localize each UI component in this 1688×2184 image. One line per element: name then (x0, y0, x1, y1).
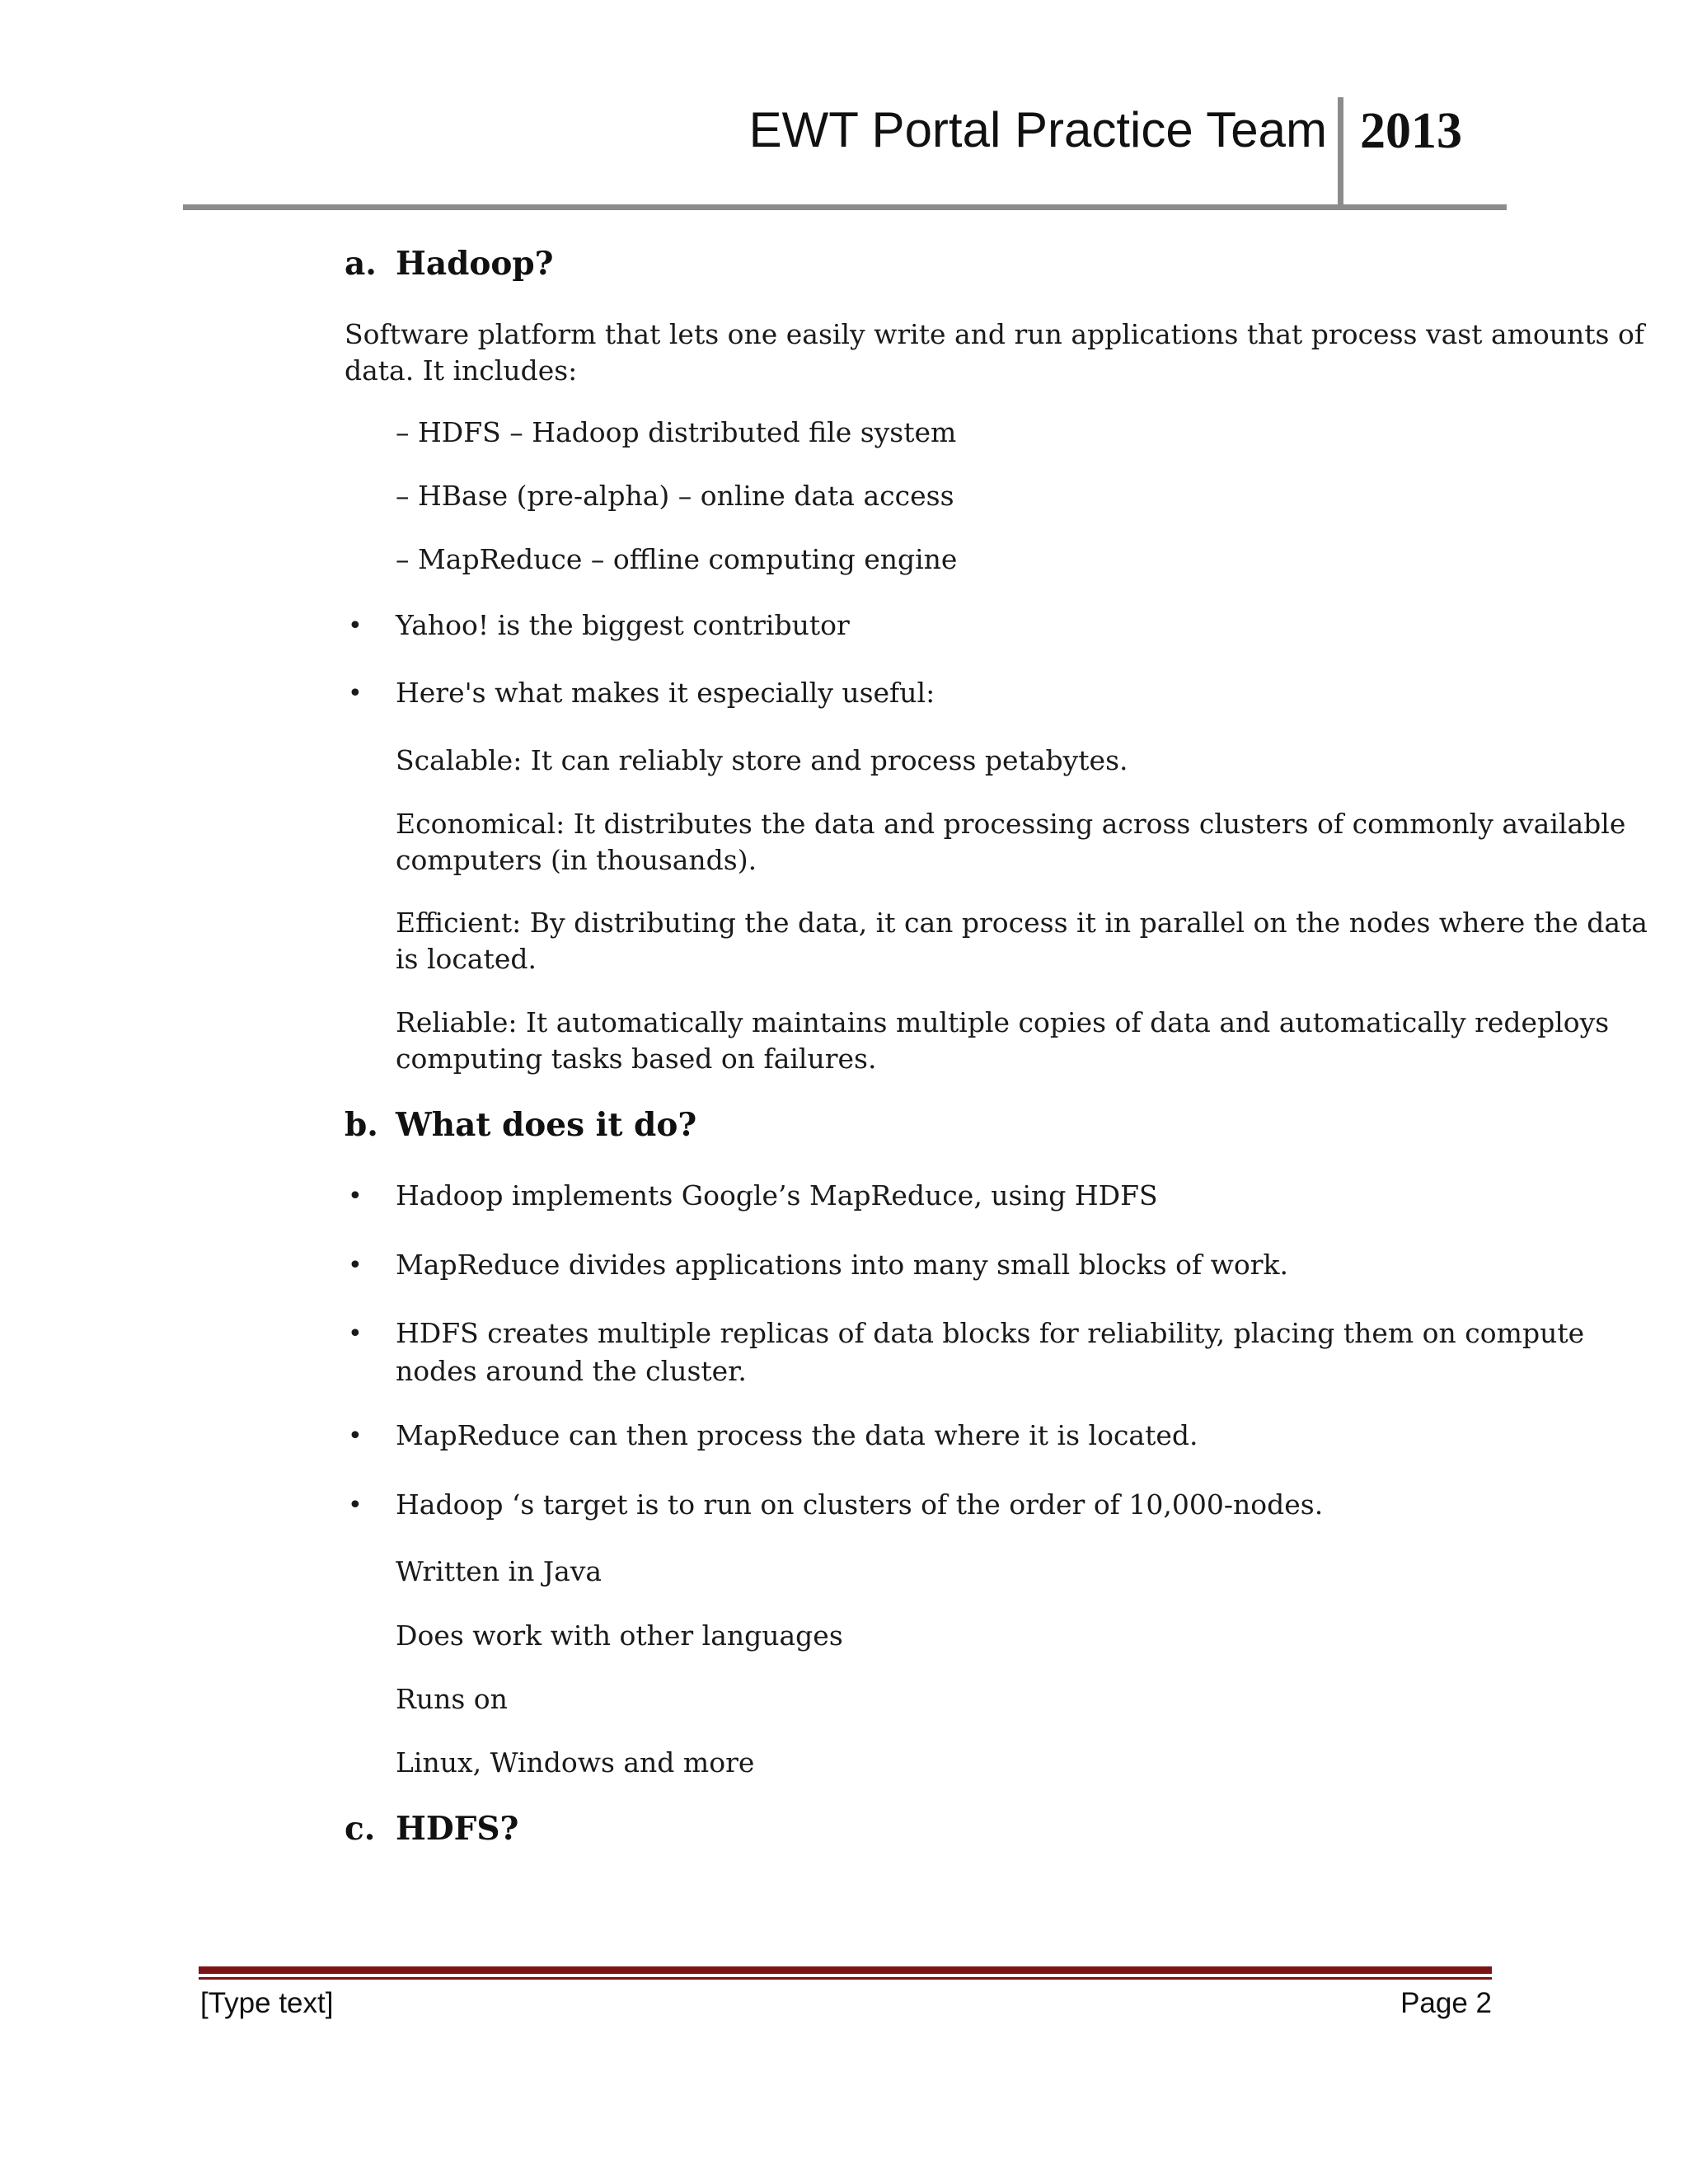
header-rule (183, 204, 1507, 210)
list-item: – MapReduce – offline computing engine (396, 543, 958, 575)
bullet-icon: • (348, 679, 363, 708)
paragraph-line: Economical: It distributes the data and processing across clusters of commonly available (396, 808, 1626, 840)
footer-rule-thin (199, 1977, 1492, 1980)
section-label: a. (345, 245, 377, 283)
header-divider (1338, 97, 1343, 209)
paragraph-line: Linux, Windows and more (396, 1746, 755, 1779)
section-title: Hadoop? (396, 245, 554, 283)
paragraph-line: is located. (396, 943, 537, 975)
list-item: MapReduce can then process the data where it is located. (396, 1419, 1198, 1451)
bullet-icon: • (348, 1182, 363, 1211)
section-heading-b (345, 1106, 697, 1144)
list-item: Hadoop ‘s target is to run on clusters of the order of 10,000-nodes. (396, 1488, 1324, 1521)
paragraph-line: computing tasks based on failures. (396, 1043, 877, 1075)
header-year: 2013 (1360, 103, 1462, 159)
section-heading-c (345, 1810, 519, 1848)
bullet-icon: • (348, 1422, 363, 1451)
bullet-icon: • (348, 1251, 363, 1280)
list-item: Yahoo! is the biggest contributor (396, 609, 850, 641)
paragraph-line: Runs on (396, 1683, 508, 1715)
list-item: Hadoop implements Google’s MapReduce, using HDFS (396, 1179, 1158, 1212)
list-item: – HBase (pre-alpha) – online data access (396, 480, 954, 512)
bullet-icon: • (348, 612, 363, 640)
section-title: HDFS? (396, 1810, 519, 1848)
section-label: c. (345, 1810, 376, 1848)
paragraph-line: computers (in thousands). (396, 844, 757, 876)
bullet-icon: • (348, 1491, 363, 1520)
list-item: Here's what makes it especially useful: (396, 677, 935, 709)
section-title: What does it do? (396, 1106, 697, 1144)
paragraph-line: Does work with other languages (396, 1619, 843, 1652)
bullet-icon: • (348, 1319, 363, 1348)
list-item: nodes around the cluster. (396, 1355, 747, 1387)
list-item: MapReduce divides applications into many small blocks of work. (396, 1249, 1289, 1281)
list-item: – HDFS – Hadoop distributed file system (396, 416, 957, 448)
header-title: EWT Portal Practice Team (748, 102, 1327, 157)
paragraph-line: Software platform that lets one easily write and run applications that process vast amounts of (345, 318, 1645, 350)
section-label: b. (345, 1106, 378, 1144)
section-heading-a (345, 245, 554, 283)
footer-rule (199, 1966, 1492, 1974)
paragraph-line: Reliable: It automatically maintains multiple copies of data and automatically redeploys (396, 1006, 1610, 1038)
paragraph-line: data. It includes: (345, 354, 578, 387)
page-number: Page 2 (1400, 1987, 1492, 2019)
paragraph-line: Efficient: By distributing the data, it can process it in parallel on the nodes where the data (396, 907, 1648, 939)
footer-placeholder-text: [Type text] (200, 1987, 334, 2019)
list-item: HDFS creates multiple replicas of data blocks for reliability, placing them on compute (396, 1317, 1585, 1349)
paragraph-line: Scalable: It can reliably store and process petabytes. (396, 744, 1128, 776)
paragraph-line: Written in Java (396, 1555, 603, 1587)
